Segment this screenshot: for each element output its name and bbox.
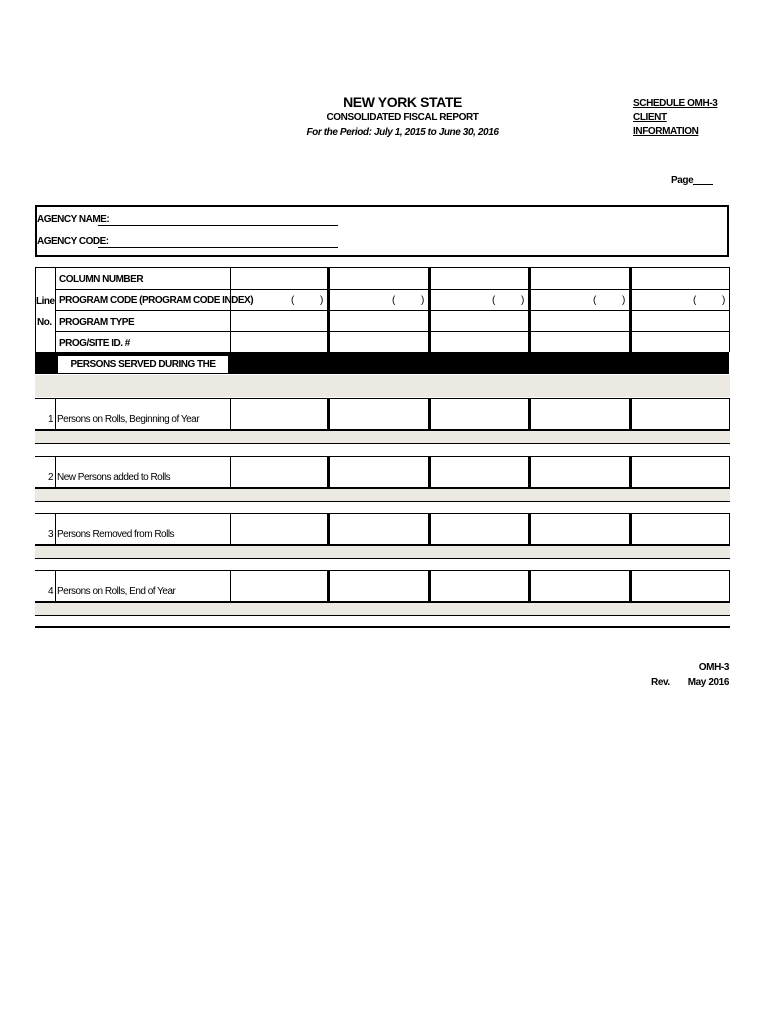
spacer-band: [35, 431, 730, 443]
program-code-index-open: (: [291, 295, 295, 306]
row-divider: [55, 456, 56, 488]
rev-label: Rev.: [651, 677, 670, 688]
spacer-border: [35, 501, 730, 502]
row-number: 4: [48, 586, 54, 597]
column-divider: [230, 267, 231, 352]
schedule-client: CLIENT: [633, 112, 667, 123]
row-top-border: [35, 398, 730, 399]
agency-code-field[interactable]: [98, 247, 338, 248]
spacer-border: [35, 443, 730, 444]
agency-box: [35, 205, 729, 257]
row-divider: [729, 570, 730, 602]
program-code-index-close: ): [622, 295, 626, 306]
row-divider: [230, 513, 231, 545]
row-divider: [230, 456, 231, 488]
row-label: Persons on Rolls, Beginning of Year: [57, 414, 200, 425]
row-divider: [428, 456, 431, 488]
row-divider: [528, 513, 531, 545]
agency-name-field[interactable]: [98, 225, 338, 226]
row-divider: [327, 456, 330, 488]
program-code-index-close: ): [722, 295, 726, 306]
column-divider: [327, 267, 330, 352]
line-label: Line: [36, 296, 55, 307]
row-divider: [327, 513, 330, 545]
column-divider: [629, 267, 632, 352]
row-divider: [729, 513, 730, 545]
row-top-border: [35, 513, 730, 514]
program-code-index-open: (: [693, 295, 697, 306]
row-divider: [729, 398, 730, 430]
no-label: No.: [37, 317, 52, 328]
row-divider: [230, 570, 231, 602]
program-code-index-open: (: [392, 295, 396, 306]
spacer-band: [35, 603, 730, 615]
row-divider: [629, 456, 632, 488]
spacer-border: [35, 615, 730, 616]
row-divider: [629, 513, 632, 545]
schedule-information: INFORMATION: [633, 126, 699, 137]
page-label: Page: [671, 175, 694, 186]
prog-site-id-header: PROG/SITE ID. #: [59, 338, 130, 349]
row-divider: [55, 398, 56, 430]
column-divider: [528, 267, 531, 352]
program-code-index-close: ): [320, 295, 324, 306]
row-divider: [528, 456, 531, 488]
report-period: For the Period: July 1, 2015 to June 30, 2016: [306, 127, 499, 138]
column-number-header: COLUMN NUMBER: [59, 274, 144, 285]
page-number-blank[interactable]: [693, 184, 713, 185]
state-title: NEW YORK STATE: [343, 94, 462, 110]
row-number: 2: [48, 472, 54, 483]
row-label: New Persons added to Rolls: [57, 472, 171, 483]
table-top-border: [35, 267, 730, 268]
program-code-index-open: (: [593, 295, 597, 306]
row-number: 1: [48, 414, 54, 425]
spacer-band: [35, 546, 730, 558]
schedule-id: SCHEDULE OMH-3: [633, 98, 718, 109]
agency-code-label: AGENCY CODE:: [37, 236, 109, 247]
row-divider: [428, 513, 431, 545]
program-type-header: PROGRAM TYPE: [59, 317, 135, 328]
row-divider: [629, 570, 632, 602]
row-label: Persons on Rolls, End of Year: [57, 586, 176, 597]
program-code-index-close: ): [421, 295, 425, 306]
form-id: OMH-3: [698, 662, 729, 673]
report-subtitle: CONSOLIDATED FISCAL REPORT: [326, 112, 479, 123]
program-code-header: PROGRAM CODE (PROGRAM CODE INDEX): [59, 295, 254, 306]
persons-served-label: PERSONS SERVED DURING THE: [57, 355, 229, 374]
table-left-border: [35, 267, 36, 352]
row-divider: [55, 513, 56, 545]
program-code-index-close: ): [521, 295, 525, 306]
program-code-index-open: (: [492, 295, 496, 306]
table-bottom-border: [35, 626, 730, 628]
row-label: Persons Removed from Rolls: [57, 529, 175, 540]
row-divider: [428, 570, 431, 602]
row-divider: [428, 398, 431, 430]
row-top-border: [35, 570, 730, 571]
row-divider: [729, 456, 730, 488]
spacer-band: [35, 489, 730, 501]
row-number: 3: [48, 529, 54, 540]
row-divider: [230, 398, 231, 430]
row-divider: [55, 570, 56, 602]
row-divider: [327, 398, 330, 430]
spacer-band: [35, 375, 730, 397]
row-divider: [629, 398, 632, 430]
row-top-border: [35, 456, 730, 457]
agency-name-label: AGENCY NAME:: [37, 214, 110, 225]
row-divider: [528, 398, 531, 430]
row-divider: [327, 570, 330, 602]
rev-date: May 2016: [687, 677, 729, 688]
row-divider: [528, 570, 531, 602]
spacer-border: [35, 558, 730, 559]
column-divider: [428, 267, 431, 352]
